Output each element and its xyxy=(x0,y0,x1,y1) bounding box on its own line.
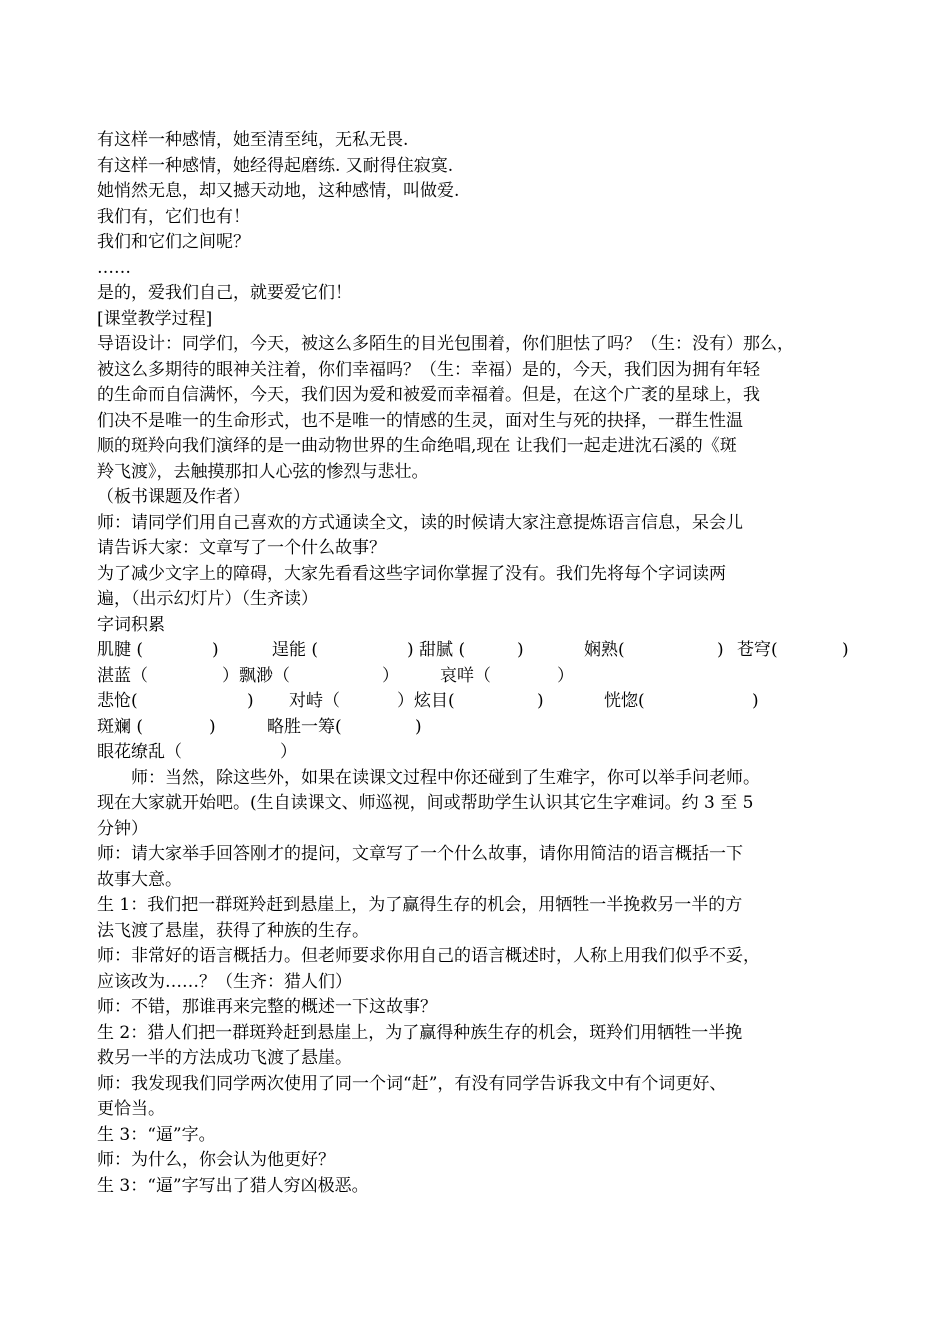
intro-line: 是的，爱我们自己，就要爱它们！ xyxy=(97,283,352,303)
dialogue-turn xyxy=(97,1123,867,1149)
vocab-blank-end: ) xyxy=(717,640,724,660)
vocab-item: 苍穹( xyxy=(737,640,778,660)
vocab-blank-end: ) xyxy=(209,716,216,737)
vocab-row xyxy=(97,638,867,664)
document-page xyxy=(97,128,867,1199)
dialogue-line: 生 3：“逼”字。 xyxy=(97,1124,216,1145)
vocab-title: 字词积累 xyxy=(97,614,165,635)
dialogue-turn xyxy=(97,1021,867,1072)
vocab-item: 眼花缭乱（ xyxy=(97,742,182,762)
dialogue-line: 应该改为……？（生齐：猎人们） xyxy=(97,971,352,992)
vocab-item: 湛蓝（ xyxy=(97,665,148,686)
paragraph-line: 们决不是唯一的生命形式，也不是唯一的情感的生灵，面对生与死的抉择，一群生性温 xyxy=(97,410,743,431)
dialogue-line: 生 3：“逼”字写出了猎人穷凶极恶。 xyxy=(97,1175,369,1196)
paragraph-line: 师：请同学们用自己喜欢的方式通读全文，读的时候请大家注意提炼语言信息，呆会儿 xyxy=(97,512,743,533)
dialogue-line: 故事大意。 xyxy=(97,869,182,890)
dialogue-line: 更恰当。 xyxy=(97,1099,165,1119)
vocab-row xyxy=(97,664,867,690)
vocab-blank-end: ) xyxy=(842,640,849,660)
intro-line: 有这样一种感情，她经得起磨练. 又耐得住寂寞. xyxy=(97,155,454,176)
paragraph-line: 被这么多期待的眼神关注着，你们幸福吗？（生：幸福）是的，今天，我们因为拥有年轻 xyxy=(97,359,760,380)
dialogue-line: 师：我发现我们同学两次使用了同一个词“赶”，有没有同学告诉我文中有个词更好、 xyxy=(97,1073,727,1094)
vocab-instruction xyxy=(97,562,867,613)
vocab-blank-end: ) xyxy=(537,691,544,711)
vocab-blank-end: ） xyxy=(557,665,574,686)
dialogue-line: 救另一半的方法成功飞渡了悬崖。 xyxy=(97,1048,352,1068)
vocab-blank-end: ） xyxy=(382,665,399,686)
vocab-item: ）飘渺（ xyxy=(222,665,290,686)
teacher-note-paragraph xyxy=(97,766,867,843)
paragraph-line: 师：当然，除这些外，如果在读课文过程中你还碰到了生难字，你可以举手问老师。 xyxy=(131,767,760,788)
dialogue-line: 师：不错，那谁再来完整的概述一下这故事？ xyxy=(97,997,437,1017)
vocab-table xyxy=(97,638,867,766)
paragraph-line: 顺的斑羚向我们演绎的是一曲动物世界的生命绝唱,现在 让我们一起走进沈石溪的《斑 xyxy=(97,436,737,456)
lead-in-paragraph xyxy=(97,332,867,485)
vocab-item: 略胜一筹( xyxy=(267,716,342,737)
vocab-row xyxy=(97,740,867,766)
paragraph-line: 为了减少文字上的障碍，大家先看看这些字词你掌握了没有。我们先将每个字词读两 xyxy=(97,563,726,584)
intro-line: 我们和它们之间呢？ xyxy=(97,232,250,252)
paragraph-line: 羚飞渡》，去触摸那扣人心弦的惨烈与悲壮。 xyxy=(97,461,429,482)
vocab-blank-end: ) xyxy=(517,640,524,660)
dialogue-turn xyxy=(97,1072,867,1123)
vocab-item: 对峙（ xyxy=(289,691,340,711)
vocab-blank-end: ) xyxy=(247,691,254,711)
section-heading: [课堂教学过程] xyxy=(97,308,213,329)
vocab-blank-end: ） xyxy=(280,742,297,762)
vocab-item: ）炫目( xyxy=(397,691,455,711)
dialogue-turn xyxy=(97,893,867,944)
paragraph-line: 导语设计：同学们，今天，被这么多陌生的目光包围着，你们胆怯了吗？（生：没有）那么， xyxy=(97,334,794,354)
dialogue-turn xyxy=(97,1148,867,1174)
vocab-row xyxy=(97,715,867,741)
vocab-blank-end: ) xyxy=(212,640,219,660)
dialogue-line: 生 1：我们把一群斑羚赶到悬崖上，为了赢得生存的机会，用牺牲一半挽救另一半的方 xyxy=(97,895,743,915)
vocab-item: 恍惚( xyxy=(604,691,645,711)
dialogue-turn xyxy=(97,995,867,1021)
intro-poem xyxy=(97,128,867,332)
paragraph-line: 遍，（出示幻灯片）（生齐读） xyxy=(97,589,318,609)
teacher-instruction xyxy=(97,511,867,562)
dialogue-turn xyxy=(97,842,867,893)
paragraph-line: 现在大家就开始吧。(生自读课文、师巡视，间或帮助学生认识其它生字难词。约 3 至 5 xyxy=(97,793,754,813)
intro-line: 她悄然无息，却又撼天动地，这种感情，叫做爱. xyxy=(97,181,460,201)
dialogue-line: 师：请大家举手回答刚才的提问，文章写了一个什么故事，请你用简洁的语言概括一下 xyxy=(97,844,743,864)
vocab-blank-end: ) xyxy=(415,716,422,737)
dialogue-line: 师：非常好的语言概括力。但老师要求你用自己的语言概述时，人称上用我们似乎不妥， xyxy=(97,946,760,966)
dialogue-turn xyxy=(97,944,867,995)
vocab-item: 娴熟( xyxy=(584,640,625,660)
intro-line: 有这样一种感情，她至清至纯，无私无畏. xyxy=(97,130,409,150)
vocab-item: 悲怆( xyxy=(97,691,138,711)
paragraph-line: 分钟） xyxy=(97,818,148,839)
paragraph-line: 的生命而自信满怀，今天，我们因为爱和被爱而幸福着。但是，在这个广袤的星球上，我 xyxy=(97,385,760,405)
vocab-item: 哀咩（ xyxy=(440,665,491,686)
paragraph-line: 请告诉大家：文章写了一个什么故事？ xyxy=(97,538,386,558)
dialogue-line: 师：为什么，你会认为他更好？ xyxy=(97,1150,335,1170)
vocab-item: 斑斓 ( xyxy=(97,716,144,737)
classroom-dialogue xyxy=(97,842,867,1199)
vocab-item: 肌腱 ( xyxy=(97,640,144,660)
vocab-blank-end: ) xyxy=(752,691,759,711)
dialogue-line: 法飞渡了悬崖，获得了种族的生存。 xyxy=(97,920,369,941)
dialogue-line: 生 2：猎人们把一群斑羚赶到悬崖上，为了赢得种族生存的机会，斑羚们用牺牲一半挽 xyxy=(97,1022,743,1043)
vocab-row xyxy=(97,689,867,715)
vocab-item: 逞能 ( xyxy=(272,640,319,660)
board-note: （板书课题及作者） xyxy=(97,487,250,507)
dialogue-turn xyxy=(97,1174,867,1200)
intro-line: 我们有，它们也有！ xyxy=(97,206,250,227)
vocab-item: ) 甜腻 ( xyxy=(407,640,466,660)
intro-line: …… xyxy=(97,257,131,278)
